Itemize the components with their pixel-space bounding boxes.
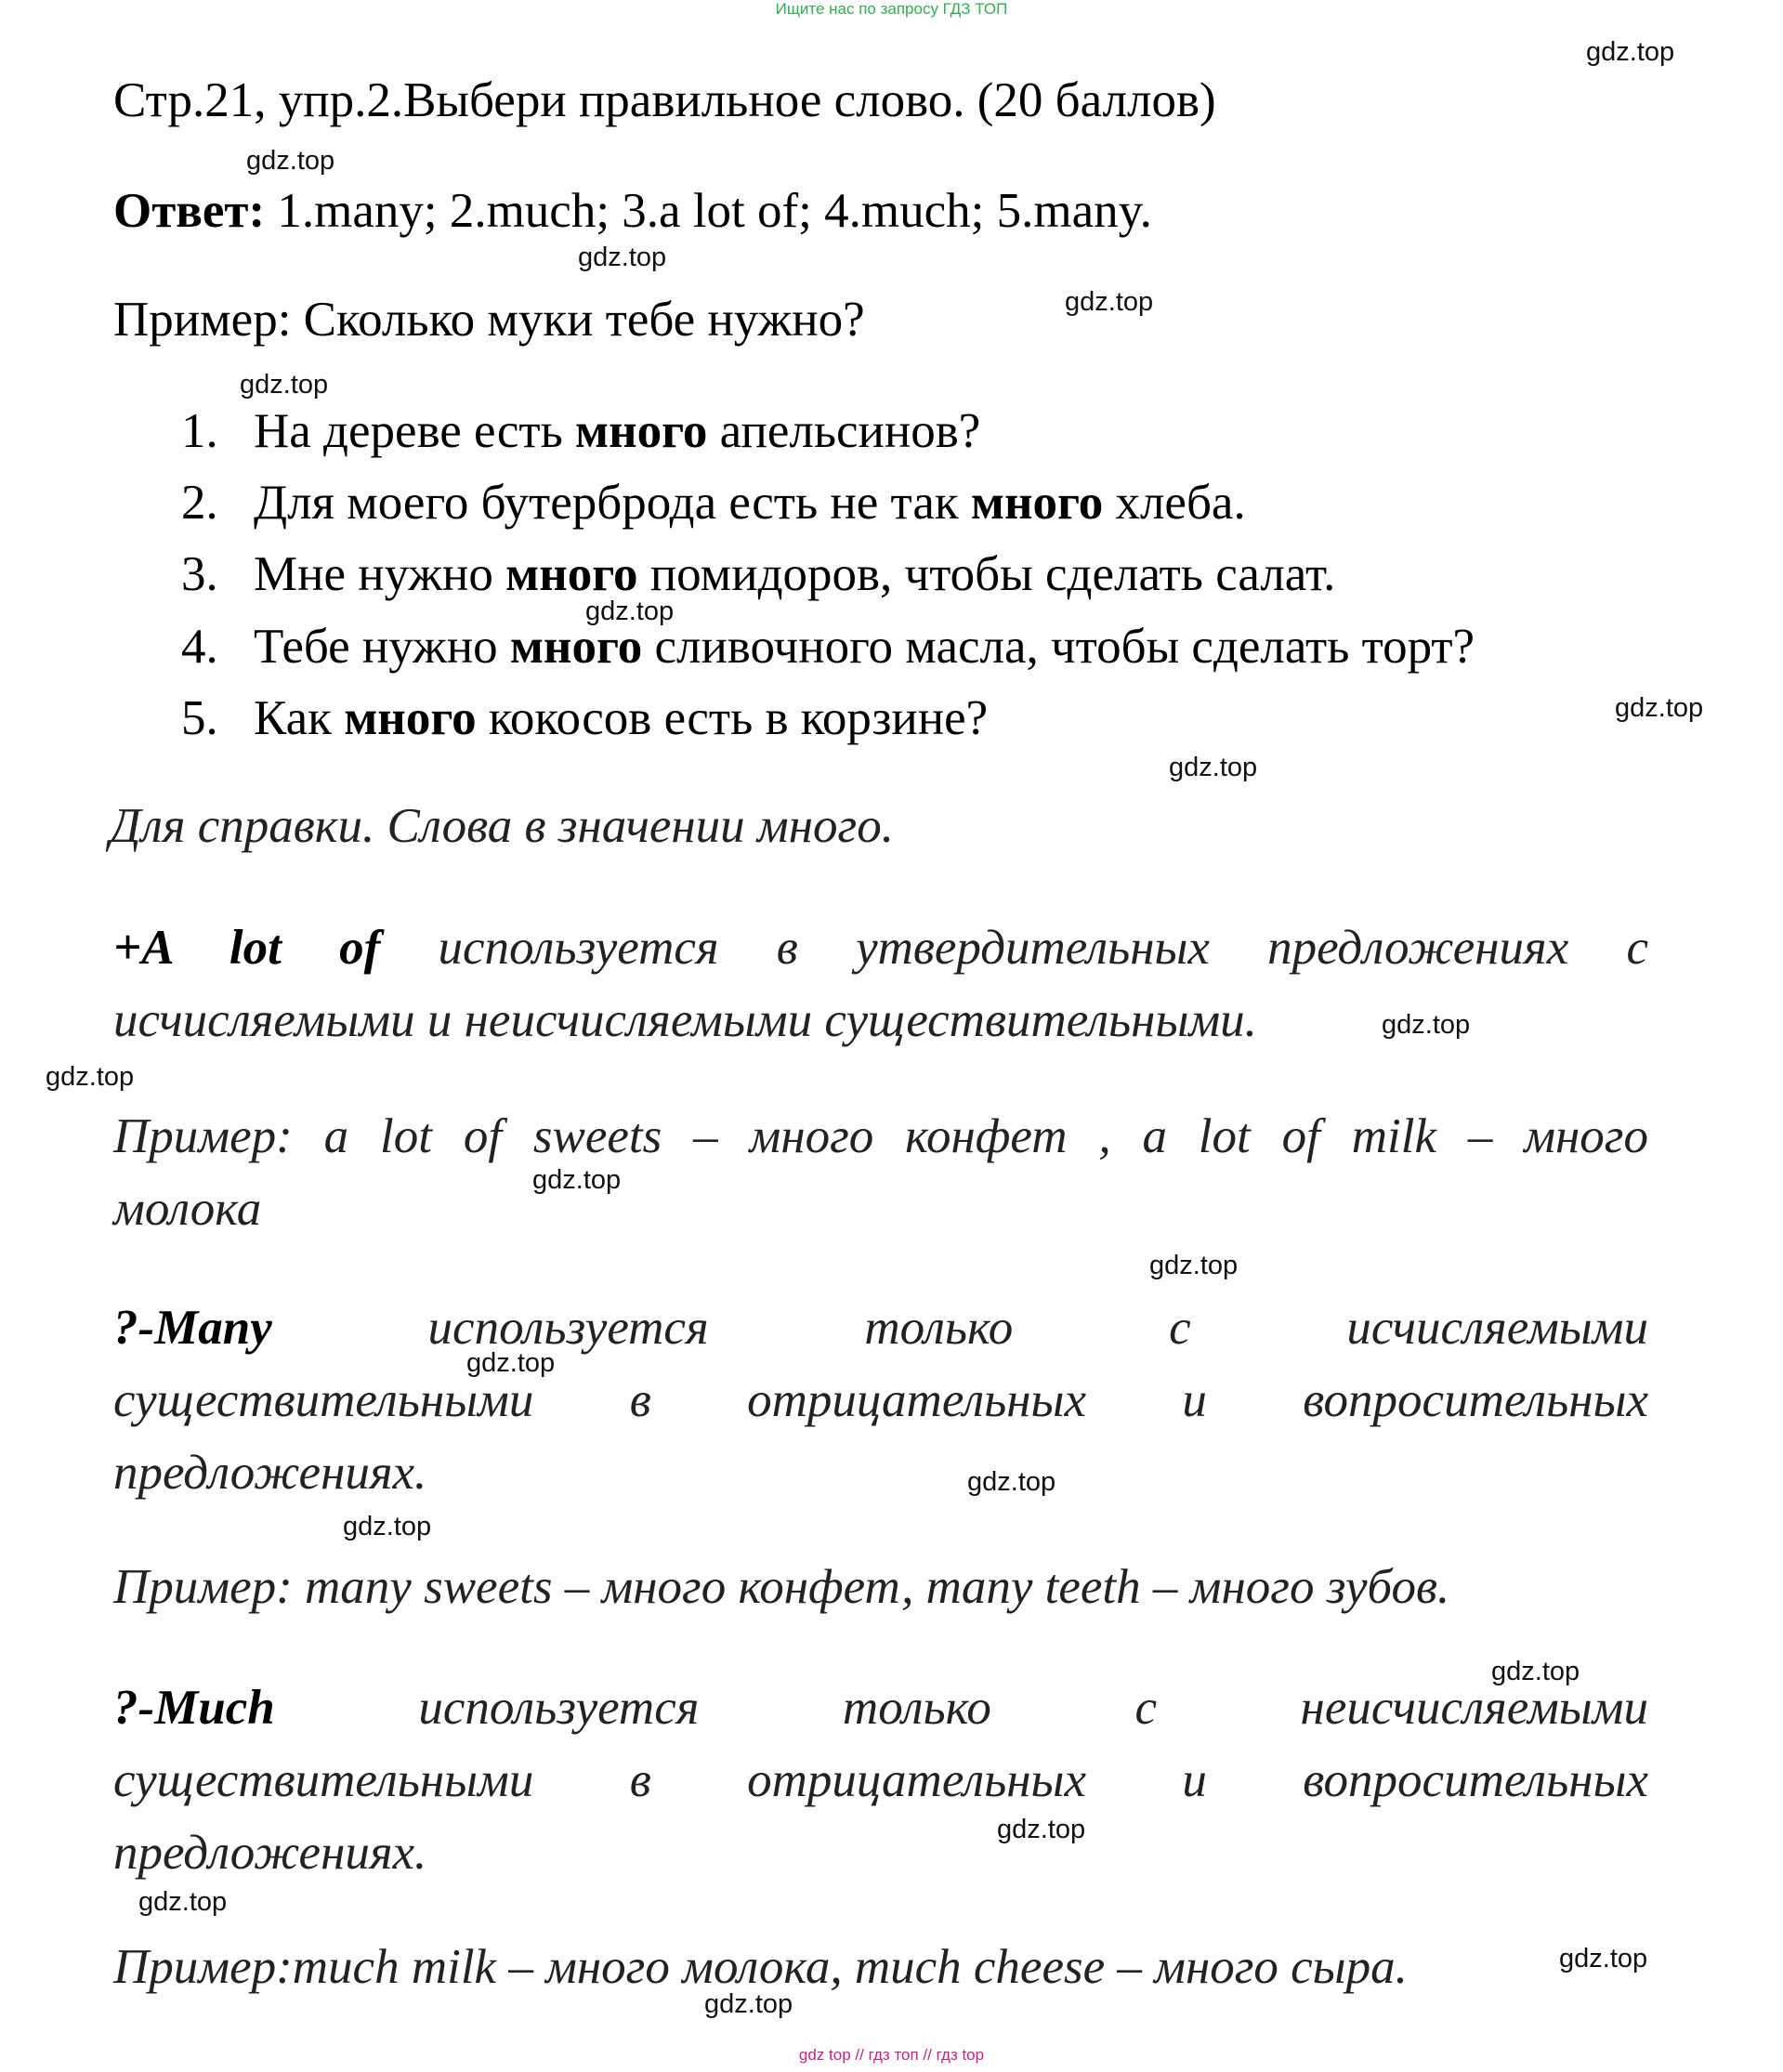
watermark: gdz.top: [46, 1062, 135, 1092]
watermark: gdz.top: [967, 1467, 1056, 1497]
item-bold: много: [505, 547, 638, 601]
alotof-term: +A lot of: [113, 921, 381, 975]
item-number: 4.: [181, 620, 218, 674]
item-text: кокосов есть в корзине?: [476, 691, 989, 745]
many-term: ?-Many: [113, 1301, 272, 1355]
alotof-line2: исчисляемыми и неисчисляемыми существительными.: [113, 993, 1257, 1047]
item-text: Мне нужно: [254, 547, 506, 601]
watermark: gdz.top: [1615, 693, 1704, 723]
many-line2: существительными в отрицательных и вопросительных: [113, 1373, 1648, 1427]
item-text: апельсинов?: [707, 404, 981, 458]
many-example: Пример: many sweets – много конфет, many teeth – много зубов.: [113, 1560, 1450, 1614]
watermark: gdz.top: [1559, 1944, 1648, 1974]
item-text: сливочного масла, чтобы сделать торт?: [642, 620, 1475, 674]
answer-line: [113, 183, 1152, 239]
watermark: gdz.top: [997, 1815, 1086, 1844]
list-item: [181, 475, 1246, 531]
many-line3: предложениях.: [113, 1446, 427, 1500]
item-text: Как: [254, 691, 345, 745]
item-number: 5.: [181, 691, 218, 745]
much-line3: предложениях.: [113, 1826, 427, 1880]
watermark: gdz.top: [704, 1989, 793, 2019]
watermark: gdz.top: [1586, 37, 1675, 67]
list-item: [181, 690, 988, 746]
much-example: Пример:much milk – много молока, much cheese – много сыра.: [113, 1940, 1408, 1994]
item-number: 2.: [181, 476, 218, 530]
item-bold: много: [509, 620, 643, 674]
list-item: [181, 403, 980, 459]
watermark: gdz.top: [138, 1887, 228, 1917]
watermark: gdz.top: [240, 370, 329, 400]
answer-text: 1.many; 2.much; 3.a lot of; 4.much; 5.many.: [265, 184, 1152, 238]
example-line: Пример: Сколько муки тебе нужно?: [113, 293, 865, 347]
watermark: gdz.top: [1065, 287, 1154, 317]
list-item: [181, 546, 1335, 602]
top-banner[interactable]: Ищите нас по запросу ГДЗ ТОП: [775, 0, 1008, 18]
page-title: Стр.21, упр.2.Выбери правильное слово. (20 баллов): [113, 73, 1216, 127]
watermark: gdz.top: [1382, 1010, 1471, 1040]
item-text: Для моего бутерброда есть не так: [254, 476, 971, 530]
watermark: gdz.top: [1149, 1251, 1239, 1280]
much-line1: [113, 1672, 1648, 1744]
much-term: ?-Much: [113, 1681, 275, 1735]
reference-heading: Для справки. Слова в значении много.: [110, 799, 894, 853]
item-bold: много: [575, 404, 708, 458]
watermark: gdz.top: [466, 1348, 556, 1378]
alotof-example-line2: молока: [113, 1182, 262, 1236]
item-number: 3.: [181, 547, 218, 601]
alotof-example-line1: Пример: a lot of sweets – много конфет , a lot of milk – много: [113, 1109, 1648, 1163]
item-bold: много: [344, 691, 477, 745]
item-text: хлеба.: [1103, 476, 1246, 530]
alotof-line1: [113, 911, 1648, 984]
watermark: gdz.top: [532, 1165, 622, 1195]
watermark: gdz.top: [246, 146, 335, 176]
item-text: На дереве есть: [254, 404, 576, 458]
alotof-text: используется в утвердительных предложениях с: [380, 921, 1648, 975]
list-item: [181, 619, 1475, 675]
much-line2: существительными в отрицательных и вопросительных: [113, 1753, 1648, 1807]
watermark: gdz.top: [1169, 753, 1258, 782]
item-text: помидоров, чтобы сделать салат.: [637, 547, 1336, 601]
item-bold: много: [970, 476, 1104, 530]
item-text: Тебе нужно: [254, 620, 510, 674]
watermark: gdz.top: [1491, 1657, 1580, 1686]
bottom-links[interactable]: gdz top // гдз топ // гдз top: [798, 2046, 985, 2064]
much-text: используется только с неисчисляемыми: [274, 1681, 1648, 1735]
watermark: gdz.top: [578, 243, 667, 272]
watermark: gdz.top: [343, 1512, 432, 1541]
many-line1: [113, 1292, 1648, 1364]
watermark: gdz.top: [585, 597, 675, 626]
answer-label: Ответ:: [113, 184, 266, 238]
many-text: используется только с исчисляемыми: [271, 1301, 1648, 1355]
item-number: 1.: [181, 404, 218, 458]
